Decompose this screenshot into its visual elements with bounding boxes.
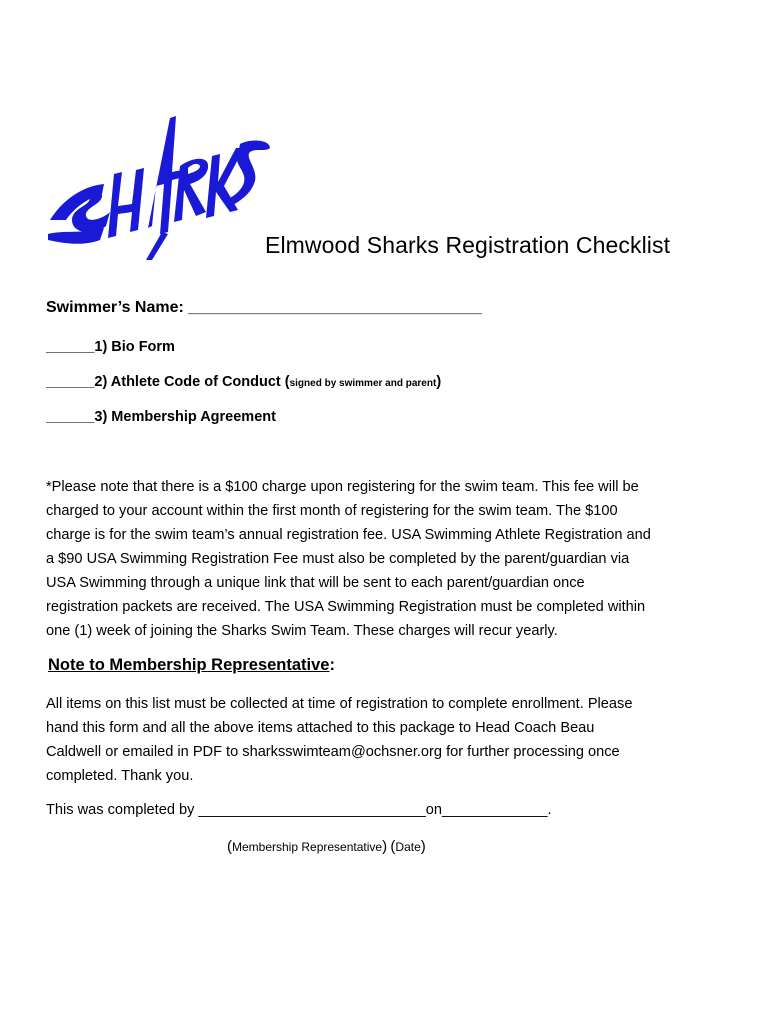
- note-body-line: hand this form and all the above items attached to this package to Head Coach Beau: [46, 720, 595, 736]
- caption-date: Date: [395, 840, 421, 854]
- fee-notice: [46, 475, 736, 643]
- checkbox-blank[interactable]: ______: [46, 409, 95, 425]
- checkbox-blank[interactable]: ______: [46, 339, 95, 355]
- page-title: Elmwood Sharks Registration Checklist: [265, 232, 671, 258]
- fee-notice-line: one (1) week of joining the Sharks Swim Team. These charges will recur yearly.: [46, 623, 558, 639]
- checklist-item-bio-form[interactable]: [46, 339, 175, 355]
- fee-notice-line: registration packets are received. The USA Swimming Registration must be completed within: [46, 599, 646, 615]
- signature-caption: (Membership Representative) (Date): [227, 838, 426, 855]
- note-body: [46, 692, 736, 788]
- note-body-line: completed. Thank you.: [46, 768, 194, 784]
- fee-notice-line: USA Swimming through a unique link that will be sent to each parent/guardian once: [46, 575, 585, 591]
- caption-representative: Membership Representative: [232, 840, 383, 854]
- fee-notice-line: charged to your account within the first month of registering for the swim team. The $100: [46, 503, 618, 519]
- note-heading-text: Note to Membership Representative: [48, 656, 330, 674]
- checklist-label: 3) Membership Agreement: [94, 409, 276, 425]
- checklist-label-close: ): [436, 374, 442, 390]
- note-body-line: Caldwell or emailed in PDF to sharksswimteam@ochsner.org for further processing once: [46, 744, 620, 760]
- sharks-logo: [44, 112, 272, 262]
- fee-notice-line: charge is for the swim team’s annual registration fee. USA Swimming Athlete Registration and: [46, 527, 651, 543]
- fee-notice-line: a $90 USA Swimming Registration Fee must also be completed by the parent/guardian via: [46, 551, 630, 567]
- note-heading-colon: :: [329, 656, 335, 674]
- checkbox-blank[interactable]: ______: [46, 374, 95, 390]
- fee-notice-line: *Please note that there is a $100 charge upon registering for the swim team. This fee will be: [46, 479, 639, 495]
- checklist-label: 1) Bio Form: [94, 339, 175, 355]
- swimmer-name-field[interactable]: Swimmer’s Name: _________________________________: [46, 299, 482, 316]
- completed-by-line[interactable]: This was completed by ____________________________on_____________.: [46, 802, 552, 818]
- checklist-note: signed by swimmer and parent: [289, 378, 437, 389]
- checklist-item-membership-agreement[interactable]: [46, 409, 276, 425]
- checklist-item-code-of-conduct[interactable]: [46, 374, 441, 390]
- note-heading: [48, 656, 335, 675]
- checklist-label: 2) Athlete Code of Conduct (: [94, 374, 290, 390]
- note-body-line: All items on this list must be collected at time of registration to complete enrollment. Please: [46, 696, 633, 712]
